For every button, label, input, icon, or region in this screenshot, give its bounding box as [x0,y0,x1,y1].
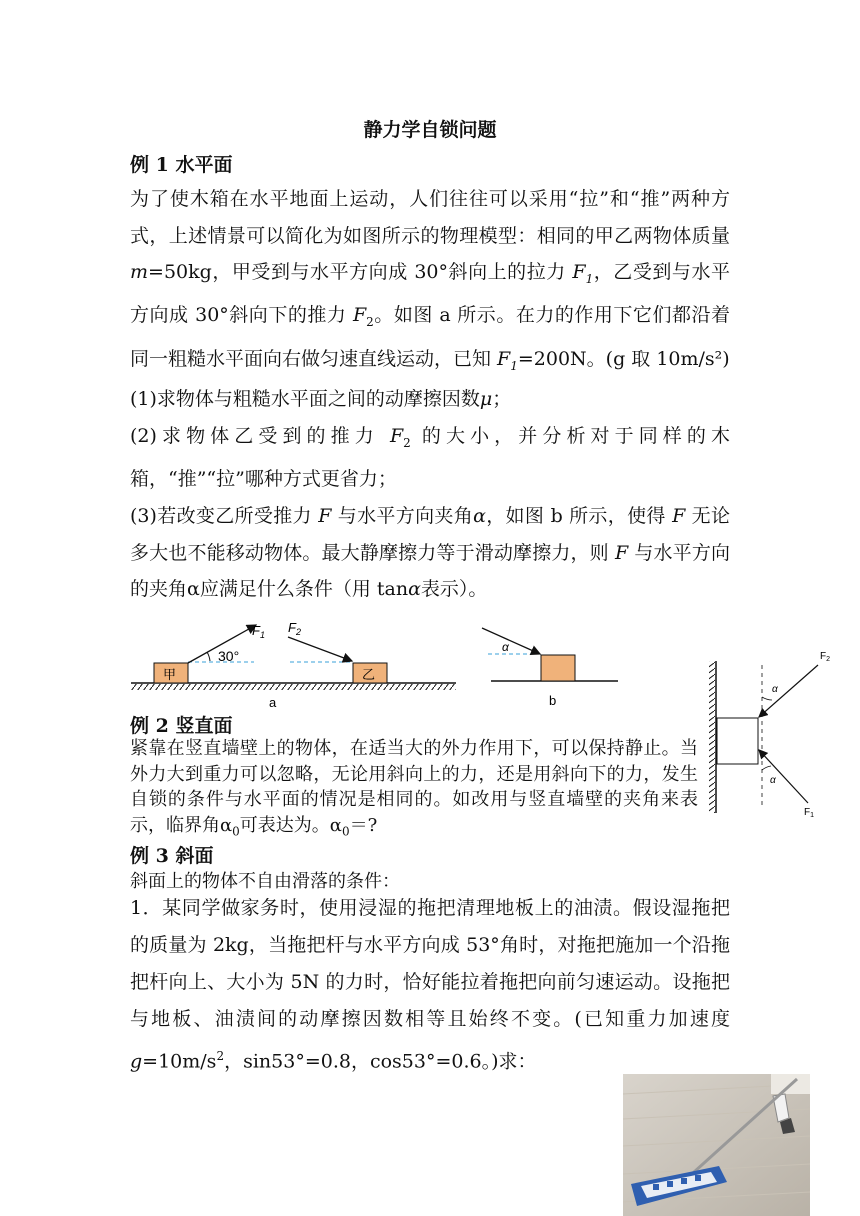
alpha-label: α [502,640,509,654]
page-title: 静力学自锁问题 [363,119,497,141]
question-2: (2)求物体乙受到的推力 $F_2$ 的大小，并分析对于同样的木箱，“推”“拉”哪种方式更省力； [130,425,730,491]
force-f2-arrow-wall [759,665,818,717]
problem-1: 1．某同学做家务时，使用浸湿的拖把清理地板上的油渍。假设湿拖把的质量为 2kg，当拖把杆与水平方向成 53°角时，对拖把施加一个沿拖把杆向上、大小为 5N 的力时，恰好能拉着拖把向前匀速运动。设拖把与地板、油渍间的动摩擦因数相等且始终不变。(已知重力加速度 $g=10m/s^2$，sin53°=0.8，cos53°=0.6。)求： [130,897,730,1073]
label-yi: 乙 [362,667,376,682]
angle-label: 30° [218,648,240,664]
wall-f2-label: $F_2$ [820,651,831,663]
figure-b-caption: b [549,693,557,708]
f1-label: $F_1$ [252,623,265,640]
figure-a [128,615,463,710]
label-jia: 甲 [163,667,177,682]
question-3: (3)若改变乙所受推力 F 与水平方向夹角α，如图 b 所示，使得 F 无论多大也不能移动物体。最大静摩擦力等于滑动摩擦力，则 F 与水平方向的夹角α应满足什么条件（用 tanα表示）。 [130,505,730,600]
example-1-heading: 例 1 水平面 [130,154,233,176]
block-wall [717,718,758,764]
example-1-body: 为了使木箱在水平地面上运动，人们往往可以采用“拉”和“推”两种方式，上述情景可以简化为如图所示的物理模型：相同的甲乙两物体质量 m=50kg，甲受到与水平方向成 30°斜向上的拉力 $F_1$，乙受到与水平方向成 30°斜向下的推力 $F_2$。如图 a 所示。在力的作用下它们都沿着同一粗糙水平面向右做匀速直线运动，已知 $F_1=200N$。(g 取 10m/s²) [130,188,730,373]
force-f-arrow [482,628,540,654]
example-2-heading: 例 2 竖直面 [130,715,233,737]
figure-a-caption: a [269,695,277,710]
mop-photo [623,1074,810,1216]
wall-f1-label: $F_1$ [804,807,815,819]
figure-b [478,620,623,710]
example-3-heading: 例 3 斜面 [130,845,214,867]
example-3-intro: 斜面上的物体不自由滑落的条件： [130,871,400,892]
block-b [541,655,575,681]
question-1: (1)求物体与粗糙水平面之间的动摩擦因数μ； [130,388,512,410]
example-2-body: 紧靠在竖直墙壁上的物体，在适当大的外力作用下，可以保持静止。当外力大到重力可以忽略，无论用斜向上的力，还是用斜向下的力，发生自锁的条件与水平面的情况是相同的。如改用与竖直墙壁的夹角来表示，临界角$\alpha_0$可表达为。$\alpha_0=$? [130,738,698,839]
wall-alpha-top: α [772,684,778,695]
f2-label: $F_2$ [288,620,301,637]
wall-alpha-bottom: α [770,775,776,786]
force-f2-arrow [288,637,352,661]
force-f1-arrow-wall [759,750,808,803]
figure-wall [706,645,836,820]
